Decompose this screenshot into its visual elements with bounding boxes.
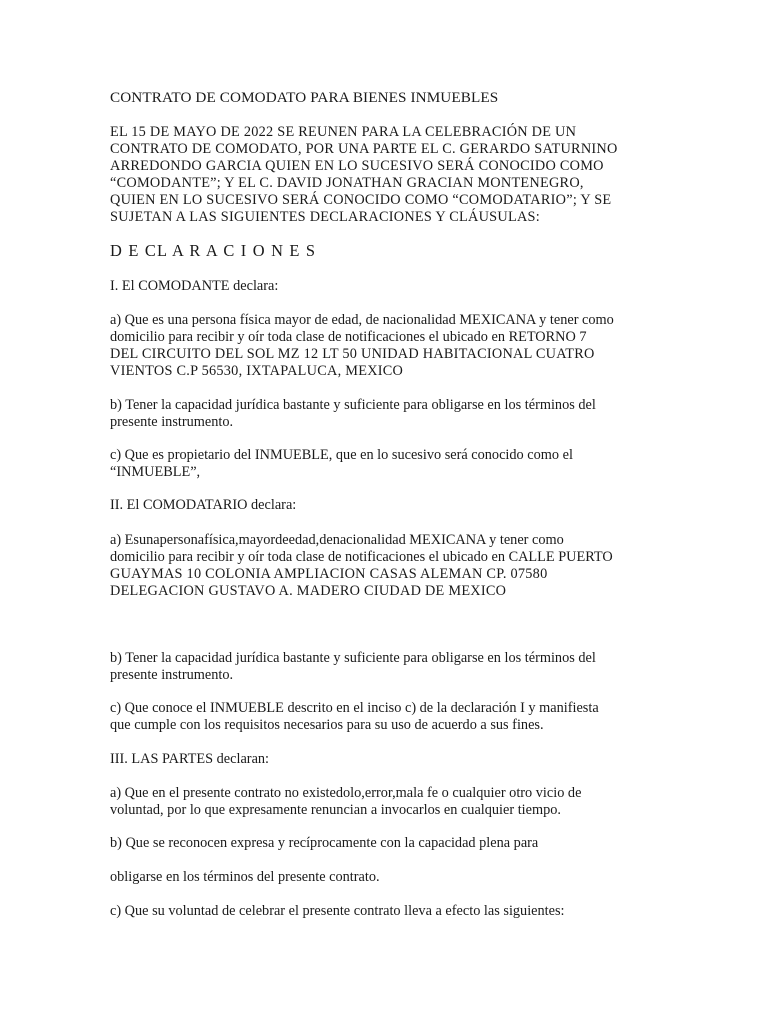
intro-line: “COMODANTE”; Y EL C. DAVID JONATHAN GRACIAN MONTENEGRO, bbox=[110, 175, 584, 191]
clause-line: a) Que en el presente contrato no existedolo,error,mala fe o cualquier otro vicio de bbox=[110, 785, 582, 801]
document-title: CONTRATO DE COMODATO PARA BIENES INMUEBLES bbox=[110, 89, 499, 106]
clause-line: VIENTOS C.P 56530, IXTAPALUCA, MEXICO bbox=[110, 363, 404, 379]
section-3-clause-b-line-2: obligarse en los términos del presente contrato. bbox=[110, 869, 380, 885]
document-page bbox=[110, 0, 650, 1024]
clause-line: domicilio para recibir y oír toda clase de notificaciones el ubicado en RETORNO 7 bbox=[110, 329, 587, 345]
intro-line: CONTRATO DE COMODATO, POR UNA PARTE EL C. GERARDO SATURNINO bbox=[110, 141, 618, 157]
section-3-clause-b-line-1: b) Que se reconocen expresa y recíprocamente con la capacidad plena para bbox=[110, 835, 539, 851]
section-3-heading: III. LAS PARTES declaran: bbox=[110, 751, 270, 767]
intro-line: ARREDONDO GARCIA QUIEN EN LO SUCESIVO SERÁ CONOCIDO COMO bbox=[110, 158, 604, 174]
clause-line: “INMUEBLE”, bbox=[110, 464, 201, 480]
section-1-heading: I. El COMODANTE declara: bbox=[110, 278, 279, 294]
clause-line: GUAYMAS 10 COLONIA AMPLIACION CASAS ALEMAN CP. 07580 bbox=[110, 566, 548, 582]
intro-line: EL 15 DE MAYO DE 2022 SE REUNEN PARA LA CELEBRACIÓN DE UN bbox=[110, 124, 577, 140]
clause-line: c) Que es propietario del INMUEBLE, que en lo sucesivo será conocido como el bbox=[110, 447, 573, 463]
section-2-heading: II. El COMODATARIO declara: bbox=[110, 497, 297, 513]
clause-line: DEL CIRCUITO DEL SOL MZ 12 LT 50 UNIDAD HABITACIONAL CUATRO bbox=[110, 346, 595, 362]
clause-line: voluntad, por lo que expresamente renuncian a invocarlos en cualquier tiempo. bbox=[110, 802, 561, 818]
declaraciones-heading: D E CL A R A C I O N E S bbox=[110, 241, 317, 260]
clause-line: a) Que es una persona física mayor de edad, de nacionalidad MEXICANA y tener como bbox=[110, 312, 614, 328]
clause-line: presente instrumento. bbox=[110, 414, 234, 430]
clause-line: b) Tener la capacidad jurídica bastante y suficiente para obligarse en los términos del bbox=[110, 650, 596, 666]
clause-line: presente instrumento. bbox=[110, 667, 234, 683]
clause-line: a) Esunapersonafísica,mayordeedad,denacionalidad MEXICANA y tener como bbox=[110, 532, 564, 548]
clause-line: domicilio para recibir y oír toda clase de notificaciones el ubicado en CALLE PUERTO bbox=[110, 549, 613, 565]
intro-line: SUJETAN A LAS SIGUIENTES DECLARACIONES Y CLÁUSULAS: bbox=[110, 209, 540, 225]
clause-line: que cumple con los requisitos necesarios para su uso de acuerdo a sus fines. bbox=[110, 717, 544, 733]
clause-line: c) Que conoce el INMUEBLE descrito en el inciso c) de la declaración I y manifiesta bbox=[110, 700, 599, 716]
intro-line: QUIEN EN LO SUCESIVO SERÁ CONOCIDO COMO “COMODATARIO”; Y SE bbox=[110, 192, 612, 208]
clause-line: DELEGACION GUSTAVO A. MADERO CIUDAD DE MEXICO bbox=[110, 583, 507, 599]
clause-line: b) Tener la capacidad jurídica bastante y suficiente para obligarse en los términos del bbox=[110, 397, 596, 413]
section-3-clause-c: c) Que su voluntad de celebrar el presente contrato lleva a efecto las siguientes: bbox=[110, 903, 565, 919]
